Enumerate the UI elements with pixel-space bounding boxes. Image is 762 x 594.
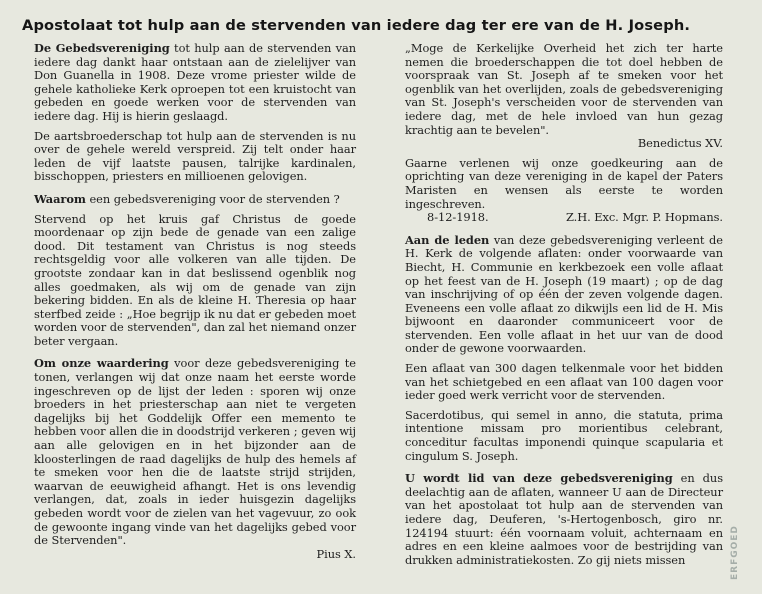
membership-text: en dus deelachtig aan de aflaten, wanneer U aan de Directeur van het apostolaat tot hulp aan de stervenden van iedere dag, Deuferen, 's-Hertogenbosch, giro nr. 124194 stuurt: één voornaam voluit, achternaam en adres en een kleine aalmoes voor de bestrijding van drukken administratiekosten. Zo gij niets missen: [405, 471, 723, 567]
appreciation-text: voor deze gebedsvereniging te tonen, verlangen wij dat onze naam het eerste worde ingeschreven op de lijst der leden : sporen wij onze broeders in het priesterschap aan niet te vergeten dagelijks bij het Goddelijk Offer een memento te hebben voor allen die in doodstrijd verkeren ; geven wij aan alle gelovigen en in het bijzonder aan de kloosterlingen de raad dagelijks de hulp des hemels af te smeken voor hen die de laatste strijd strijden, waarvan de eeuwigheid afhangt. Het is ons levendig verlangen, dat, zoals in ieder huisgezin dagelijks gebeden wordt voor de zielen van het vagevuur, zo ook de gewoonte ingang vinde van het dagelijks gebed voor de Stervenden".: [34, 356, 356, 548]
members-paragraph: [405, 234, 723, 356]
approval-date: 8-12-1918.: [427, 210, 489, 225]
page-title: Apostolaat tot hulp aan de stervenden van iedere dag ter ere van de H. Joseph.: [22, 17, 691, 34]
hopmans-signature: Z.H. Exc. Mgr. P. Hopmans.: [565, 210, 723, 225]
latin-paragraph: Sacerdotibus, qui semel in anno, die statuta, prima intentione missam pro morientibus celebrant, conceditur facultas imponendi quinque scapularia et cingulum S. Joseph.: [405, 407, 723, 463]
approval-paragraph: [405, 157, 723, 225]
indulgence-paragraph: Een aflaat van 300 dagen telkenmale voor het bidden van het schietgebed en een aflaat van 100 dagen voor ieder goed werk verricht voor de stervenden.: [405, 361, 723, 403]
members-lead: Aan de leden: [405, 232, 490, 247]
approval-text: Gaarne verlenen wij onze goedkeuring aan de oprichting van deze vereniging in de kapel der Paters Maristen en wensen als eerste te worden ingeschreven.: [405, 155, 723, 211]
benedict-signature: Benedictus XV.: [637, 136, 723, 151]
appreciation-lead: Om onze waardering: [34, 356, 169, 371]
approval-signature-line: [405, 211, 723, 225]
intro-paragraph: [34, 42, 356, 124]
brotherhood-paragraph: De aartsbroederschap tot hulp aan de stervenden is nu over de gehele wereld verspreid. Zij telt onder haar leden de vijf laatste pausen, talrijke kardinalen, bisschoppen, priesters en millioenen gelovigen.: [34, 128, 356, 184]
christ-paragraph: Stervend op het kruis gaf Christus de goede moordenaar op zijn bede de genade van een zalige dood. Dit testament van Christus is nog steeds rechtsgeldig voor alle volkeren van alle tijden. De grootste zondaar kan in dat beslissend ogenblik nog alles goedmaken, als wij om de genade van zijn bekering bidden. En als de kleine H. Theresia op haar sterfbed zeide : „Hoe begrijp ik nu dat er gebeden moet worden voor de stervenden", dan zal het niemand onzer beter vergaan.: [34, 211, 356, 348]
membership-paragraph: [405, 472, 723, 567]
erfgoed-watermark: ERFGOED: [730, 525, 740, 580]
members-text: van deze gebedsvereniging verleent de H. Kerk de volgende aflaten: onder voorwaarde van Biecht, H. Communie en kerkbezoek een volle aflaat op het feest van de H. Joseph (19 maart) ; op de dag van inschrijving of op één der zeven volgende dagen. Eveneens een volle aflaat zo dikwijls een lid de H. Mis bijwoont en daaronder communiceert voor de stervenden. Een volle aflaat in het uur van de dood onder de gewone voorwaarden.: [405, 232, 723, 356]
intro-lead: De Gebedsvereniging: [34, 41, 170, 55]
appreciation-paragraph: [34, 357, 356, 561]
why-text: een gebedsvereniging voor de stervenden ?: [85, 191, 340, 206]
intro-text: tot hulp aan de stervenden van iedere dag dankt haar ontstaan aan de zielelijver van Don Guanella in 1908. Deze vrome priester wilde de gehele katholieke Kerk oproepen tot een kruistocht van gebeden en goede werken voor de stervenden van iedere dag. Hij is hierin geslaagd.: [34, 41, 357, 123]
why-heading-paragraph: [34, 193, 356, 207]
right-column: [405, 42, 723, 573]
benedict-quote-text: „Moge de Kerkelijke Overheid het zich ter harte nemen die broederschappen die tot doel hebben de voorspraak van St. Joseph af te smeken voor het ogenblik van het overlijden, zoals de gebedsvereniging van St. Joseph's verscheiden voor de stervenden van iedere dag, met de hele invloed van hun gezag krachtig aan te bevelen".: [405, 41, 723, 137]
membership-lead: U wordt lid van deze gebedsvereniging: [405, 471, 673, 486]
left-column: [34, 42, 356, 567]
pius-signature: Pius X.: [316, 546, 356, 561]
benedict-quote: [405, 42, 723, 151]
why-lead: Waarom: [34, 191, 86, 206]
